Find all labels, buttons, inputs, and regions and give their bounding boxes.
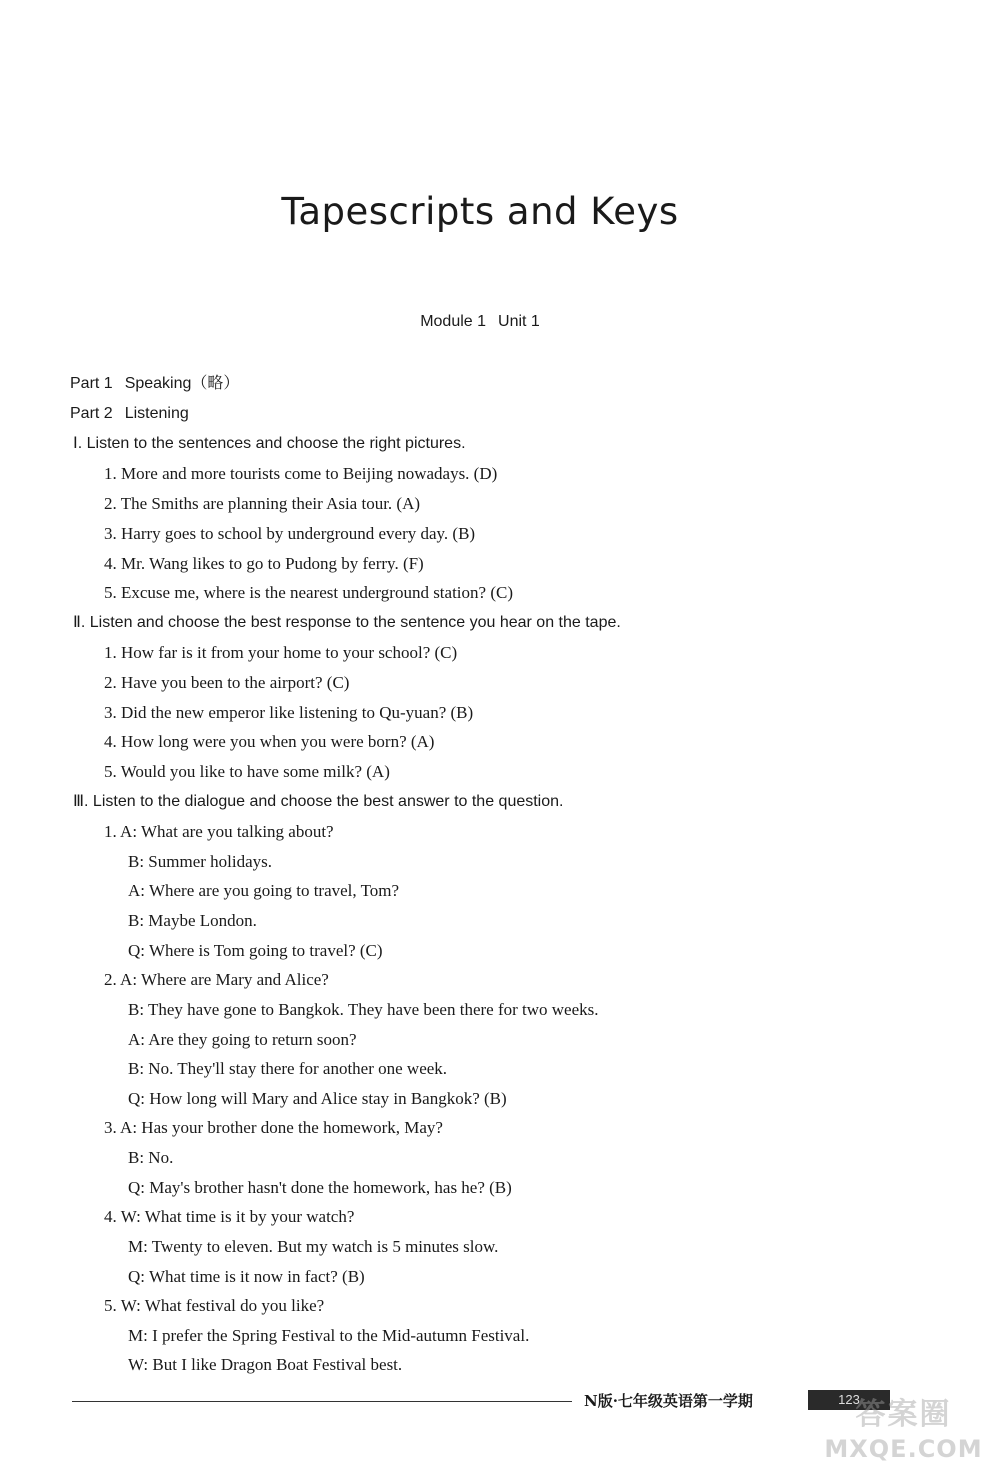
line-text: 4. W: What time is it by your watch? [104, 1207, 355, 1226]
footer-rule [72, 1401, 572, 1402]
text-line [128, 1326, 529, 1346]
line-text: M: Twenty to eleven. But my watch is 5 minutes slow. [128, 1237, 499, 1256]
text-line [104, 464, 497, 484]
line-text: 1. A: What are you talking about? [104, 822, 334, 841]
line-text: M: I prefer the Spring Festival to the Mid-autumn Festival. [128, 1326, 530, 1345]
line-text: B: No. [128, 1148, 174, 1167]
line-text: 1. More and more tourists come to Beijing nowadays. (D) [104, 464, 498, 483]
line-text: A: Where are you going to travel, Tom? [128, 881, 400, 900]
text-line [104, 1207, 354, 1227]
text-line [128, 1355, 402, 1375]
text-line [128, 1059, 447, 1079]
line-text: 3. Harry goes to school by underground every day. (B) [104, 524, 476, 543]
text-line [128, 852, 272, 872]
text-line [104, 732, 434, 752]
watermark-line1: 答案圈 [855, 1397, 952, 1432]
text-line [104, 673, 349, 693]
text-line [128, 941, 383, 961]
text-line [104, 494, 420, 514]
text-line [104, 643, 457, 663]
line-text: 5. Excuse me, where is the nearest underground station? (C) [104, 583, 513, 602]
text-line [128, 1237, 498, 1257]
line-text: Q: May's brother hasn't done the homework, has he? (B) [128, 1178, 512, 1197]
watermark [816, 1396, 991, 1464]
text-line [128, 1267, 365, 1287]
line-text: 1. How far is it from your home to your school? (C) [104, 643, 458, 662]
text-line [128, 1030, 357, 1050]
section-heading [0, 313, 960, 331]
page-title: Tapescripts and Keys [281, 190, 679, 233]
page-number: 123 [808, 1390, 890, 1410]
line-text-secondary: Listening [124, 405, 189, 422]
text-line [73, 434, 466, 454]
footer-book-title: N版·七年级英语第一学期 [584, 1392, 753, 1410]
line-text: B: Summer holidays. [128, 852, 273, 871]
line-text: Ⅱ. Listen and choose the best response to the sentence you hear on the tape. [73, 614, 621, 631]
text-line [70, 404, 189, 424]
line-text: Ⅰ. Listen to the sentences and choose the right pictures. [73, 435, 466, 452]
text-line [128, 881, 399, 901]
line-text-secondary: Speaking（略） [124, 375, 240, 392]
line-text: Q: How long will Mary and Alice stay in Bangkok? (B) [128, 1089, 507, 1108]
text-line [128, 1089, 507, 1109]
line-text: 2. A: Where are Mary and Alice? [104, 970, 329, 989]
line-text: W: But I like Dragon Boat Festival best. [128, 1355, 403, 1374]
text-line [104, 583, 513, 603]
line-text: 5. W: What festival do you like? [104, 1296, 325, 1315]
text-line [104, 822, 334, 842]
text-line [104, 970, 329, 990]
line-text: B: They have gone to Bangkok. They have been there for two weeks. [128, 1000, 599, 1019]
text-line [104, 1296, 324, 1316]
text-line [73, 792, 563, 812]
line-text: 5. Would you like to have some milk? (A) [104, 762, 390, 781]
line-text: Q: Where is Tom going to travel? (C) [128, 941, 383, 960]
line-text: 4. How long were you when you were born? (A) [104, 732, 435, 751]
line-text: 4. Mr. Wang likes to go to Pudong by ferry. (F) [104, 554, 424, 573]
text-line [128, 1148, 173, 1168]
text-line [104, 1118, 443, 1138]
text-line [70, 374, 239, 394]
text-line [128, 1000, 599, 1020]
module-label: Module 1 [420, 313, 487, 330]
text-line [73, 613, 621, 633]
line-text: Ⅲ. Listen to the dialogue and choose the best answer to the question. [73, 793, 564, 810]
line-text: 2. The Smiths are planning their Asia tour. (A) [104, 494, 421, 513]
text-line [128, 1178, 512, 1198]
unit-label: Unit 1 [498, 313, 540, 330]
line-text: A: Are they going to return soon? [128, 1030, 357, 1049]
text-line [104, 524, 475, 544]
line-text: 3. A: Has your brother done the homework, May? [104, 1118, 443, 1137]
line-text: Part 2 [70, 405, 113, 422]
line-text: B: No. They'll stay there for another one week. [128, 1059, 448, 1078]
line-text: B: Maybe London. [128, 911, 257, 930]
text-line [104, 554, 424, 574]
text-line [104, 703, 473, 723]
line-text: Part 1 [70, 375, 113, 392]
watermark-line2: MXQE.COM [824, 1435, 983, 1463]
text-line [128, 911, 257, 931]
text-line [104, 762, 390, 782]
line-text: 2. Have you been to the airport? (C) [104, 673, 350, 692]
line-text: Q: What time is it now in fact? (B) [128, 1267, 365, 1286]
line-text: 3. Did the new emperor like listening to Qu-yuan? (B) [104, 703, 474, 722]
